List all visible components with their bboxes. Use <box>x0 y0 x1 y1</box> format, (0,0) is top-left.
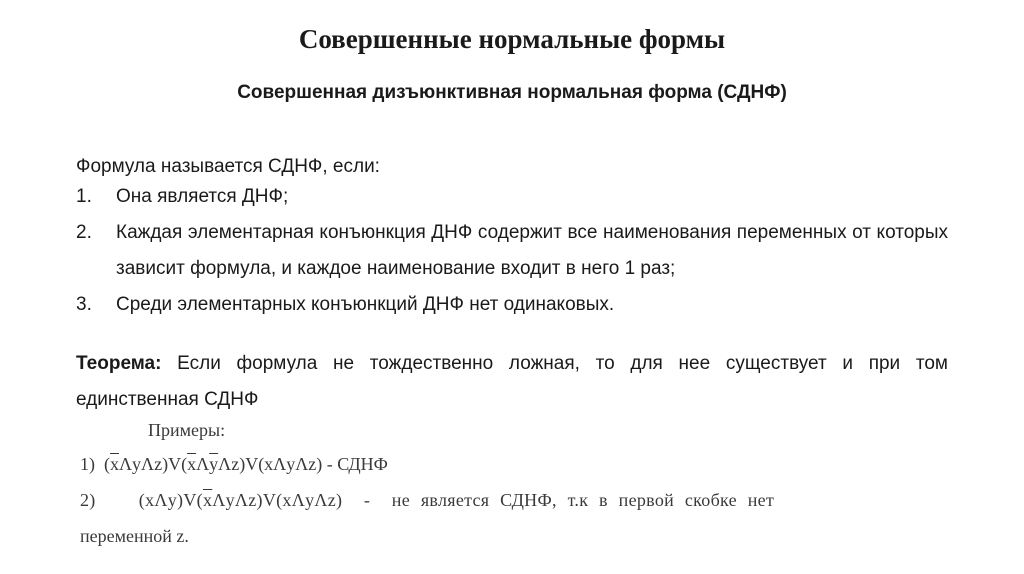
negated-x: $\overline{x}$ <box>110 454 119 474</box>
conditions-list <box>76 179 948 323</box>
example-2 <box>80 490 774 511</box>
negated-x: $\overline{x}$ <box>187 454 197 474</box>
theorem-text: Если формула не тождественно ложная, то для нее существует и при том единственная СДНФ <box>76 353 948 410</box>
theorem-label: Теорема: <box>76 353 162 374</box>
list-item-number: 3. <box>76 294 92 315</box>
example-1-tail: Λz)V(xΛyΛz) - СДНФ <box>218 454 388 474</box>
slide-title: Совершенные нормальные формы <box>298 24 726 54</box>
slide-subtitle: Совершенная дизъюнктивная нормальная форма (СДНФ) <box>237 82 787 103</box>
example-1-mid2: Λ <box>196 454 210 474</box>
list-item-text: Каждая элементарная конъюнкция ДНФ содержит все наименования переменных от которых зависит формула, и каждое наименование входит в него 1 раз; <box>116 222 948 279</box>
example-1-prefix: 1) ( <box>80 454 110 474</box>
theorem <box>76 346 948 418</box>
list-item-number: 1. <box>76 186 92 207</box>
list-item <box>76 287 948 323</box>
example-2-prefix: 2) (xΛy)V( <box>80 490 203 510</box>
negated-y: $\overline{y}$ <box>209 454 219 474</box>
list-item-text: Она является ДНФ; <box>116 186 289 207</box>
example-2-continuation: переменной z. <box>80 526 189 546</box>
examples-heading: Примеры: <box>148 420 226 440</box>
list-item-text: Среди элементарных конъюнкций ДНФ нет одинаковых. <box>116 294 615 315</box>
example-2-tail: ΛyΛz)V(xΛyΛz) - не является СДНФ, т.к в первой скобке нет <box>212 490 775 510</box>
example-1-mid1: ΛyΛz)V( <box>119 454 188 474</box>
list-item <box>76 179 948 215</box>
definition-intro: Формула называется СДНФ, если: <box>76 156 380 177</box>
negated-x: $\overline{x}$ <box>202 490 213 510</box>
list-item <box>76 215 948 287</box>
list-item-number: 2. <box>76 222 92 243</box>
example-1 <box>80 454 388 475</box>
